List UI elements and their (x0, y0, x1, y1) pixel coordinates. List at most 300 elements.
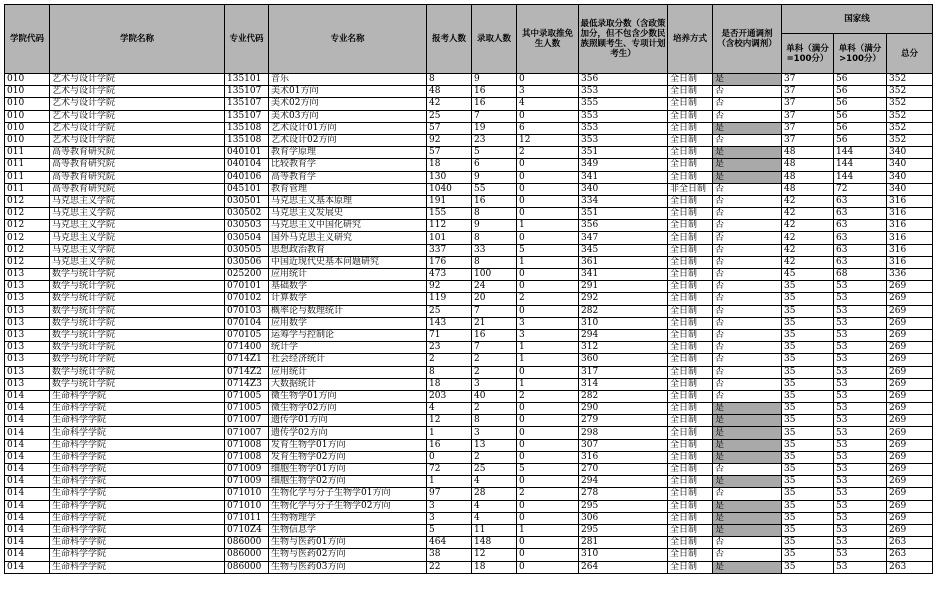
cell-applicants: 337 (427, 244, 472, 256)
cell-single-100: 48 (782, 147, 834, 159)
cell-college-code: 014 (5, 439, 50, 451)
cell-min-score: 349 (579, 159, 668, 171)
table-row (5, 110, 933, 122)
cell-study-mode: 全日制 (668, 415, 713, 427)
cell-exempt: 0 (517, 281, 579, 293)
cell-major-name: 美术01方向 (269, 86, 427, 98)
cell-major-code: 0714Z3 (225, 378, 269, 390)
cell-single-100: 37 (782, 74, 834, 86)
cell-major-code: 135107 (225, 110, 269, 122)
cell-total: 352 (887, 98, 933, 110)
cell-major-name: 计算数学 (269, 293, 427, 305)
cell-admitted: 23 (472, 134, 517, 146)
cell-college-code: 013 (5, 354, 50, 366)
cell-major-code: 086000 (225, 537, 269, 549)
cell-major-code: 025200 (225, 269, 269, 281)
cell-exempt: 1 (517, 354, 579, 366)
cell-college-code: 011 (5, 171, 50, 183)
cell-college-code: 014 (5, 390, 50, 402)
cell-major-name: 教育管理 (269, 183, 427, 195)
cell-major-name: 生物化学与分子生物学01方向 (269, 488, 427, 500)
cell-single-gt100: 53 (834, 451, 887, 463)
cell-study-mode: 全日制 (668, 305, 713, 317)
cell-single-gt100: 53 (834, 537, 887, 549)
table-row (5, 427, 933, 439)
table-row (5, 378, 933, 390)
cell-total: 352 (887, 86, 933, 98)
cell-admitted: 6 (472, 159, 517, 171)
cell-single-100: 35 (782, 427, 834, 439)
cell-single-gt100: 53 (834, 476, 887, 488)
cell-applicants: 5 (427, 524, 472, 536)
cell-adjust-open: 否 (713, 305, 782, 317)
cell-college-name: 生命科学学院 (50, 415, 225, 427)
cell-college-name: 马克思主义学院 (50, 232, 225, 244)
table-row (5, 220, 933, 232)
cell-single-gt100: 53 (834, 439, 887, 451)
cell-major-code: 086000 (225, 561, 269, 573)
cell-adjust-open: 是 (713, 500, 782, 512)
cell-single-100: 35 (782, 415, 834, 427)
table-row (5, 464, 933, 476)
cell-college-code: 014 (5, 561, 50, 573)
cell-adjust-open: 是 (713, 122, 782, 134)
cell-major-code: 086000 (225, 549, 269, 561)
header-applicants: 报考人数 (427, 5, 472, 74)
cell-total: 340 (887, 147, 933, 159)
cell-study-mode: 全日制 (668, 524, 713, 536)
cell-study-mode: 全日制 (668, 451, 713, 463)
cell-college-code: 014 (5, 415, 50, 427)
cell-college-code: 012 (5, 220, 50, 232)
cell-adjust-open: 否 (713, 244, 782, 256)
cell-college-code: 014 (5, 537, 50, 549)
cell-adjust-open: 否 (713, 342, 782, 354)
table-row (5, 488, 933, 500)
cell-major-code: 071010 (225, 488, 269, 500)
header-min-score: 最低录取分数（含政策加分，但不包含少数民族照顾考生、专项计划考生） (579, 5, 668, 74)
cell-study-mode: 全日制 (668, 110, 713, 122)
cell-admitted: 7 (472, 110, 517, 122)
cell-study-mode: 全日制 (668, 208, 713, 220)
cell-exempt: 0 (517, 451, 579, 463)
cell-applicants: 57 (427, 122, 472, 134)
cell-exempt: 0 (517, 110, 579, 122)
cell-applicants: 23 (427, 342, 472, 354)
cell-applicants: 464 (427, 537, 472, 549)
cell-adjust-open: 否 (713, 293, 782, 305)
header-college-code: 学院代码 (5, 5, 50, 74)
cell-single-gt100: 144 (834, 159, 887, 171)
cell-college-name: 数学与统计学院 (50, 317, 225, 329)
cell-college-name: 马克思主义学院 (50, 256, 225, 268)
cell-admitted: 33 (472, 244, 517, 256)
table-row (5, 366, 933, 378)
cell-major-name: 应用统计 (269, 366, 427, 378)
cell-major-code: 135101 (225, 74, 269, 86)
cell-major-name: 概率论与数理统计 (269, 305, 427, 317)
cell-total: 316 (887, 256, 933, 268)
cell-single-gt100: 53 (834, 415, 887, 427)
cell-applicants: 18 (427, 159, 472, 171)
cell-college-name: 生命科学学院 (50, 390, 225, 402)
cell-college-code: 010 (5, 122, 50, 134)
cell-exempt: 0 (517, 561, 579, 573)
cell-major-code: 071009 (225, 464, 269, 476)
table-row (5, 269, 933, 281)
cell-college-code: 011 (5, 183, 50, 195)
cell-total: 269 (887, 305, 933, 317)
cell-admitted: 40 (472, 390, 517, 402)
cell-college-code: 014 (5, 464, 50, 476)
cell-adjust-open: 否 (713, 317, 782, 329)
cell-adjust-open: 是 (713, 147, 782, 159)
cell-adjust-open: 否 (713, 110, 782, 122)
cell-min-score: 282 (579, 305, 668, 317)
cell-admitted: 12 (472, 549, 517, 561)
cell-min-score: 294 (579, 329, 668, 341)
table-row (5, 293, 933, 305)
cell-college-code: 012 (5, 244, 50, 256)
table-row (5, 524, 933, 536)
cell-college-code: 014 (5, 427, 50, 439)
cell-study-mode: 全日制 (668, 147, 713, 159)
cell-major-code: 071010 (225, 500, 269, 512)
table-row (5, 244, 933, 256)
cell-min-score: 316 (579, 451, 668, 463)
cell-major-name: 遗传学01方向 (269, 415, 427, 427)
cell-major-code: 070102 (225, 293, 269, 305)
cell-total: 269 (887, 378, 933, 390)
cell-single-gt100: 53 (834, 488, 887, 500)
cell-min-score: 351 (579, 208, 668, 220)
cell-total: 269 (887, 366, 933, 378)
cell-admitted: 8 (472, 415, 517, 427)
table-row (5, 98, 933, 110)
cell-total: 263 (887, 549, 933, 561)
cell-college-name: 生命科学学院 (50, 403, 225, 415)
cell-major-code: 030504 (225, 232, 269, 244)
cell-total: 316 (887, 220, 933, 232)
cell-study-mode: 全日制 (668, 500, 713, 512)
cell-applicants: 3 (427, 512, 472, 524)
cell-study-mode: 全日制 (668, 390, 713, 402)
cell-total: 269 (887, 451, 933, 463)
cell-applicants: 3 (427, 500, 472, 512)
cell-single-100: 37 (782, 134, 834, 146)
cell-adjust-open: 否 (713, 329, 782, 341)
cell-major-code: 071005 (225, 390, 269, 402)
cell-min-score: 351 (579, 147, 668, 159)
cell-min-score: 353 (579, 86, 668, 98)
table-row (5, 281, 933, 293)
cell-adjust-open: 是 (713, 159, 782, 171)
cell-single-100: 35 (782, 281, 834, 293)
cell-applicants: 1 (427, 476, 472, 488)
cell-exempt: 1 (517, 220, 579, 232)
cell-study-mode: 全日制 (668, 86, 713, 98)
cell-college-name: 生命科学学院 (50, 488, 225, 500)
cell-study-mode: 全日制 (668, 98, 713, 110)
cell-min-score: 360 (579, 354, 668, 366)
cell-applicants: 16 (427, 439, 472, 451)
cell-college-code: 014 (5, 500, 50, 512)
cell-exempt: 0 (517, 305, 579, 317)
cell-study-mode: 全日制 (668, 317, 713, 329)
cell-single-100: 42 (782, 244, 834, 256)
cell-study-mode: 全日制 (668, 269, 713, 281)
cell-college-code: 014 (5, 512, 50, 524)
cell-single-gt100: 53 (834, 342, 887, 354)
cell-study-mode: 全日制 (668, 232, 713, 244)
cell-college-name: 高等教育研究院 (50, 171, 225, 183)
cell-adjust-open: 是 (713, 403, 782, 415)
cell-total: 269 (887, 439, 933, 451)
cell-total: 269 (887, 329, 933, 341)
cell-major-code: 071008 (225, 439, 269, 451)
cell-single-100: 35 (782, 403, 834, 415)
cell-adjust-open: 否 (713, 378, 782, 390)
cell-college-code: 013 (5, 378, 50, 390)
cell-admitted: 11 (472, 524, 517, 536)
header-total: 总分 (887, 34, 933, 74)
cell-applicants: 1 (427, 427, 472, 439)
cell-min-score: 278 (579, 488, 668, 500)
cell-college-name: 生命科学学院 (50, 500, 225, 512)
table-row (5, 415, 933, 427)
cell-exempt: 0 (517, 500, 579, 512)
cell-major-code: 030505 (225, 244, 269, 256)
cell-applicants: 155 (427, 208, 472, 220)
cell-total: 269 (887, 342, 933, 354)
cell-single-100: 42 (782, 208, 834, 220)
cell-college-name: 马克思主义学院 (50, 208, 225, 220)
cell-exempt: 5 (517, 244, 579, 256)
cell-single-gt100: 63 (834, 256, 887, 268)
cell-major-name: 音乐 (269, 74, 427, 86)
cell-major-name: 细胞生物学01方向 (269, 464, 427, 476)
cell-study-mode: 全日制 (668, 122, 713, 134)
cell-total: 269 (887, 293, 933, 305)
cell-major-name: 社会经济统计 (269, 354, 427, 366)
cell-total: 269 (887, 488, 933, 500)
cell-adjust-open: 否 (713, 366, 782, 378)
cell-study-mode: 全日制 (668, 537, 713, 549)
cell-single-100: 37 (782, 122, 834, 134)
cell-exempt: 2 (517, 488, 579, 500)
cell-college-code: 014 (5, 476, 50, 488)
cell-single-100: 37 (782, 98, 834, 110)
cell-single-gt100: 56 (834, 110, 887, 122)
cell-exempt: 3 (517, 86, 579, 98)
cell-exempt: 1 (517, 524, 579, 536)
cell-major-name: 生物物理学 (269, 512, 427, 524)
cell-major-name: 微生物学01方向 (269, 390, 427, 402)
cell-single-100: 48 (782, 159, 834, 171)
cell-major-code: 070101 (225, 281, 269, 293)
cell-exempt: 0 (517, 439, 579, 451)
table-row (5, 86, 933, 98)
cell-exempt: 0 (517, 415, 579, 427)
cell-college-code: 013 (5, 317, 50, 329)
cell-major-name: 生物化学与分子生物学02方向 (269, 500, 427, 512)
cell-min-score: 291 (579, 281, 668, 293)
cell-college-code: 012 (5, 208, 50, 220)
cell-exempt: 1 (517, 342, 579, 354)
cell-college-code: 012 (5, 195, 50, 207)
table-row (5, 159, 933, 171)
cell-single-gt100: 53 (834, 354, 887, 366)
cell-college-code: 010 (5, 74, 50, 86)
cell-major-name: 教育学原理 (269, 147, 427, 159)
cell-major-name: 统计学 (269, 342, 427, 354)
cell-major-name: 比较教育学 (269, 159, 427, 171)
cell-study-mode: 全日制 (668, 378, 713, 390)
cell-single-gt100: 53 (834, 500, 887, 512)
cell-applicants: 22 (427, 561, 472, 573)
cell-college-name: 生命科学学院 (50, 427, 225, 439)
cell-single-100: 35 (782, 476, 834, 488)
cell-admitted: 4 (472, 500, 517, 512)
cell-total: 316 (887, 232, 933, 244)
cell-applicants: 38 (427, 549, 472, 561)
table-row (5, 451, 933, 463)
cell-single-100: 35 (782, 305, 834, 317)
cell-college-code: 011 (5, 147, 50, 159)
cell-major-code: 070105 (225, 329, 269, 341)
cell-adjust-open: 否 (713, 354, 782, 366)
cell-major-name: 中国近现代史基本问题研究 (269, 256, 427, 268)
cell-major-name: 遗传学02方向 (269, 427, 427, 439)
cell-single-100: 35 (782, 354, 834, 366)
cell-exempt: 0 (517, 549, 579, 561)
cell-applicants: 8 (427, 74, 472, 86)
cell-study-mode: 全日制 (668, 293, 713, 305)
cell-min-score: 264 (579, 561, 668, 573)
cell-college-name: 艺术与设计学院 (50, 134, 225, 146)
cell-major-name: 国外马克思主义研究 (269, 232, 427, 244)
cell-college-code: 010 (5, 134, 50, 146)
cell-single-100: 35 (782, 342, 834, 354)
cell-admitted: 13 (472, 439, 517, 451)
cell-major-name: 发育生物学02方向 (269, 451, 427, 463)
cell-college-name: 马克思主义学院 (50, 220, 225, 232)
header-major-name: 专业名称 (269, 5, 427, 74)
cell-admitted: 55 (472, 183, 517, 195)
table-row (5, 134, 933, 146)
cell-single-100: 37 (782, 86, 834, 98)
cell-single-gt100: 53 (834, 427, 887, 439)
cell-college-name: 生命科学学院 (50, 512, 225, 524)
cell-applicants: 203 (427, 390, 472, 402)
cell-college-code: 010 (5, 98, 50, 110)
cell-study-mode: 全日制 (668, 476, 713, 488)
cell-single-100: 42 (782, 195, 834, 207)
cell-adjust-open: 否 (713, 281, 782, 293)
table-row (5, 500, 933, 512)
cell-admitted: 3 (472, 378, 517, 390)
cell-major-name: 基础数学 (269, 281, 427, 293)
cell-exempt: 0 (517, 427, 579, 439)
cell-min-score: 347 (579, 232, 668, 244)
cell-college-name: 生命科学学院 (50, 537, 225, 549)
cell-admitted: 7 (472, 342, 517, 354)
table-row (5, 305, 933, 317)
cell-major-name: 艺术设计01方向 (269, 122, 427, 134)
cell-single-100: 35 (782, 378, 834, 390)
cell-adjust-open: 是 (713, 451, 782, 463)
cell-total: 352 (887, 122, 933, 134)
cell-total: 352 (887, 134, 933, 146)
cell-single-100: 35 (782, 561, 834, 573)
cell-single-gt100: 53 (834, 464, 887, 476)
cell-study-mode: 全日制 (668, 244, 713, 256)
cell-major-code: 135108 (225, 122, 269, 134)
cell-adjust-open: 是 (713, 439, 782, 451)
cell-college-name: 生命科学学院 (50, 476, 225, 488)
cell-min-score: 345 (579, 244, 668, 256)
table-row (5, 122, 933, 134)
cell-min-score: 270 (579, 464, 668, 476)
cell-college-code: 012 (5, 232, 50, 244)
cell-single-100: 35 (782, 537, 834, 549)
cell-applicants: 12 (427, 415, 472, 427)
cell-applicants: 2 (427, 354, 472, 366)
cell-exempt: 0 (517, 476, 579, 488)
cell-min-score: 340 (579, 183, 668, 195)
cell-major-name: 马克思主义发展史 (269, 208, 427, 220)
cell-adjust-open: 否 (713, 269, 782, 281)
cell-major-code: 135107 (225, 86, 269, 98)
cell-applicants: 25 (427, 305, 472, 317)
cell-applicants: 71 (427, 329, 472, 341)
cell-min-score: 353 (579, 122, 668, 134)
header-adjust-open: 是否开通调剂（含校内调剂） (713, 5, 782, 74)
cell-min-score: 317 (579, 366, 668, 378)
cell-applicants: 4 (427, 403, 472, 415)
cell-admitted: 2 (472, 366, 517, 378)
cell-total: 340 (887, 159, 933, 171)
cell-college-name: 高等教育研究院 (50, 183, 225, 195)
cell-adjust-open: 否 (713, 256, 782, 268)
cell-exempt: 1 (517, 378, 579, 390)
cell-college-code: 010 (5, 110, 50, 122)
cell-college-code: 013 (5, 281, 50, 293)
cell-adjust-open: 是 (713, 561, 782, 573)
cell-study-mode: 全日制 (668, 220, 713, 232)
cell-single-gt100: 63 (834, 220, 887, 232)
cell-adjust-open: 否 (713, 195, 782, 207)
cell-min-score: 279 (579, 415, 668, 427)
cell-applicants: 48 (427, 86, 472, 98)
cell-study-mode: 全日制 (668, 195, 713, 207)
cell-single-gt100: 53 (834, 561, 887, 573)
cell-college-code: 013 (5, 305, 50, 317)
header-single-gt100: 单科（满分>100分） (834, 34, 887, 74)
cell-admitted: 16 (472, 98, 517, 110)
cell-study-mode: 全日制 (668, 256, 713, 268)
cell-exempt: 1 (517, 256, 579, 268)
cell-single-gt100: 53 (834, 366, 887, 378)
table-row (5, 317, 933, 329)
cell-single-100: 48 (782, 171, 834, 183)
cell-adjust-open: 否 (713, 488, 782, 500)
cell-min-score: 356 (579, 220, 668, 232)
cell-applicants: 112 (427, 220, 472, 232)
table-header (5, 5, 933, 74)
cell-admitted: 5 (472, 147, 517, 159)
cell-major-code: 030502 (225, 208, 269, 220)
